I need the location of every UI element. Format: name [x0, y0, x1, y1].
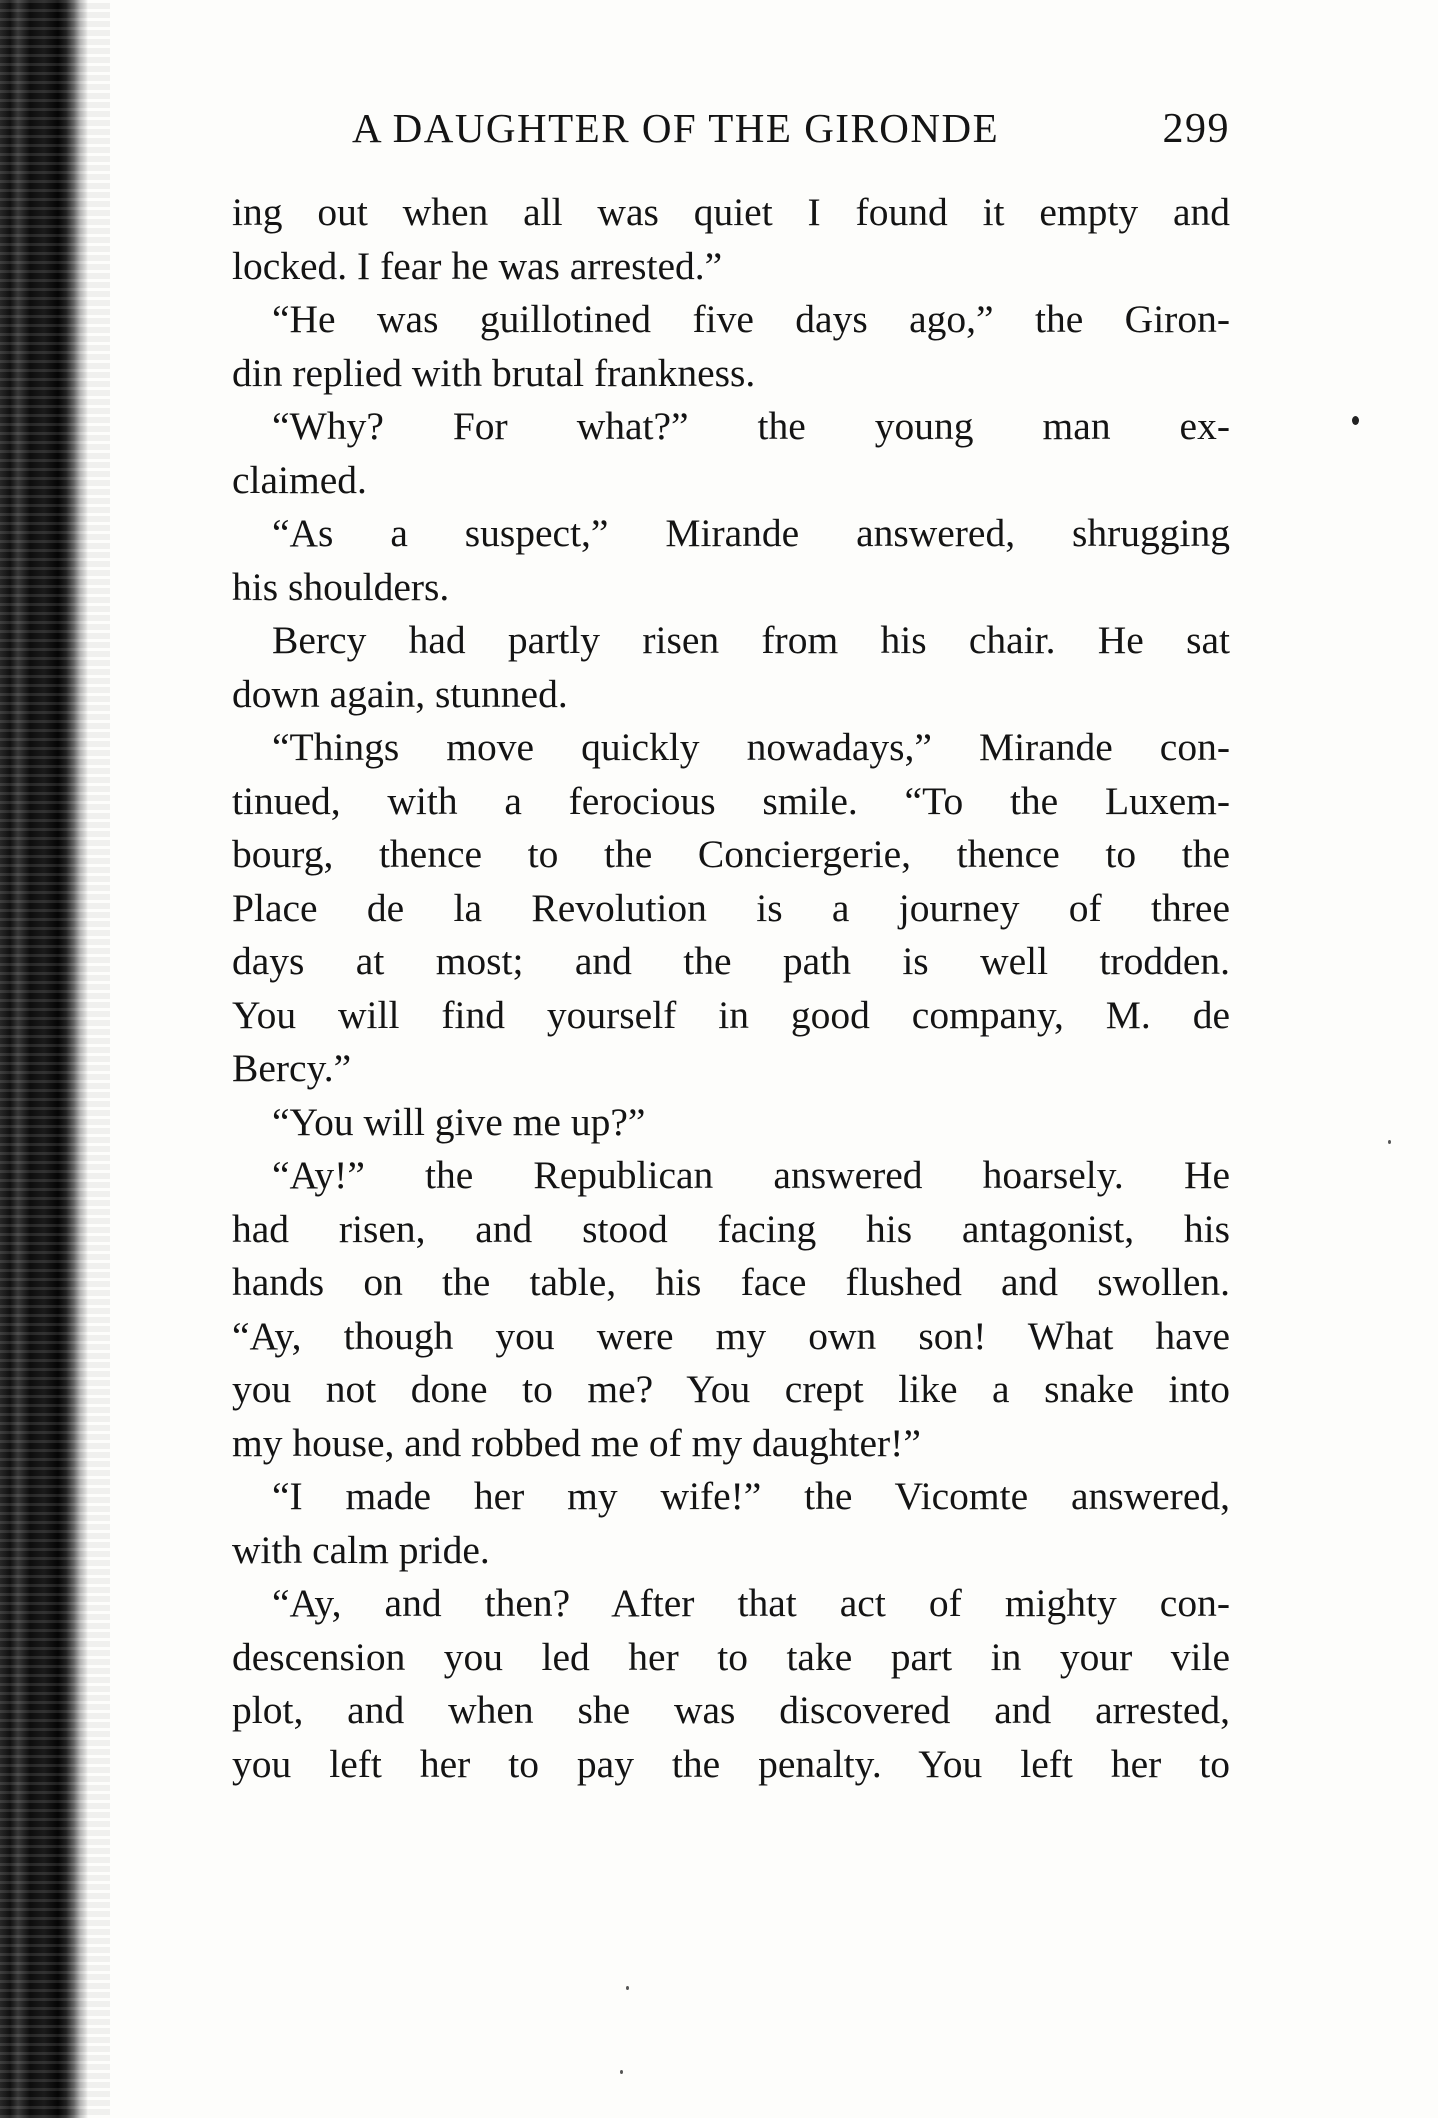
text-line: “Things move quickly nowadays,” Mirande con-	[272, 725, 1230, 769]
text-line: “Ay!” the Republican answered hoarsely. He	[272, 1153, 1230, 1197]
body-text	[232, 186, 1230, 1791]
text-line: down again, stunned.	[232, 671, 568, 716]
text-line: “As a suspect,” Mirande answered, shrugging	[272, 511, 1230, 555]
text-line: bourg, thence to the Conciergerie, thence to the	[232, 832, 1230, 876]
text-line: locked. I fear he was arrested.”	[232, 243, 723, 288]
text-line: hands on the table, his face flushed and swollen.	[232, 1260, 1230, 1304]
running-head	[352, 104, 1230, 160]
text-line: Place de la Revolution is a journey of three	[232, 885, 1230, 930]
text-line: plot, and when she was discovered and arrested,	[232, 1688, 1230, 1732]
text-line: “Why? For what?” the young man ex-	[272, 404, 1230, 448]
binding-texture	[0, 0, 110, 2118]
text-line: you left her to pay the penalty. You left her to	[232, 1741, 1230, 1786]
text-line: descension you led her to take part in your vile	[232, 1634, 1230, 1679]
text-line: “Ay, and then? After that act of mighty con-	[272, 1581, 1230, 1625]
text-line: had risen, and stood facing his antagonist, his	[232, 1206, 1230, 1251]
text-line: days at most; and the path is well trodden.	[232, 939, 1230, 983]
scan-speck	[626, 1986, 629, 1990]
text-line: ing out when all was quiet I found it empty and	[232, 190, 1230, 234]
text-line: you not done to me? You crept like a snake into	[232, 1367, 1230, 1411]
margin-ink-mark	[1352, 416, 1359, 425]
text-line: my house, and robbed me of my daughter!”	[232, 1420, 921, 1465]
page-number: 299	[1162, 106, 1230, 152]
text-line: din replied with brutal frankness.	[232, 350, 756, 395]
text-line: with calm pride.	[232, 1527, 490, 1572]
running-head-title: A DAUGHTER OF THE GIRONDE	[352, 105, 1000, 151]
scan-speck	[620, 2070, 623, 2074]
text-line: “I made her my wife!” the Vicomte answered,	[272, 1474, 1230, 1518]
text-line: his shoulders.	[232, 564, 450, 609]
scan-speck	[1388, 1140, 1391, 1144]
text-line: “He was guillotined five days ago,” the Giron-	[272, 297, 1230, 341]
text-line: claimed.	[232, 457, 367, 502]
text-line: Bercy.”	[232, 1046, 352, 1090]
text-line: tinued, with a ferocious smile. “To the Luxem-	[232, 778, 1230, 823]
text-line: “Ay, though you were my own son! What have	[232, 1313, 1230, 1358]
text-line: Bercy had partly risen from his chair. He sat	[272, 618, 1230, 662]
text-line: “You will give me up?”	[272, 1099, 646, 1144]
text-line: You will find yourself in good company, M. de	[232, 992, 1230, 1037]
